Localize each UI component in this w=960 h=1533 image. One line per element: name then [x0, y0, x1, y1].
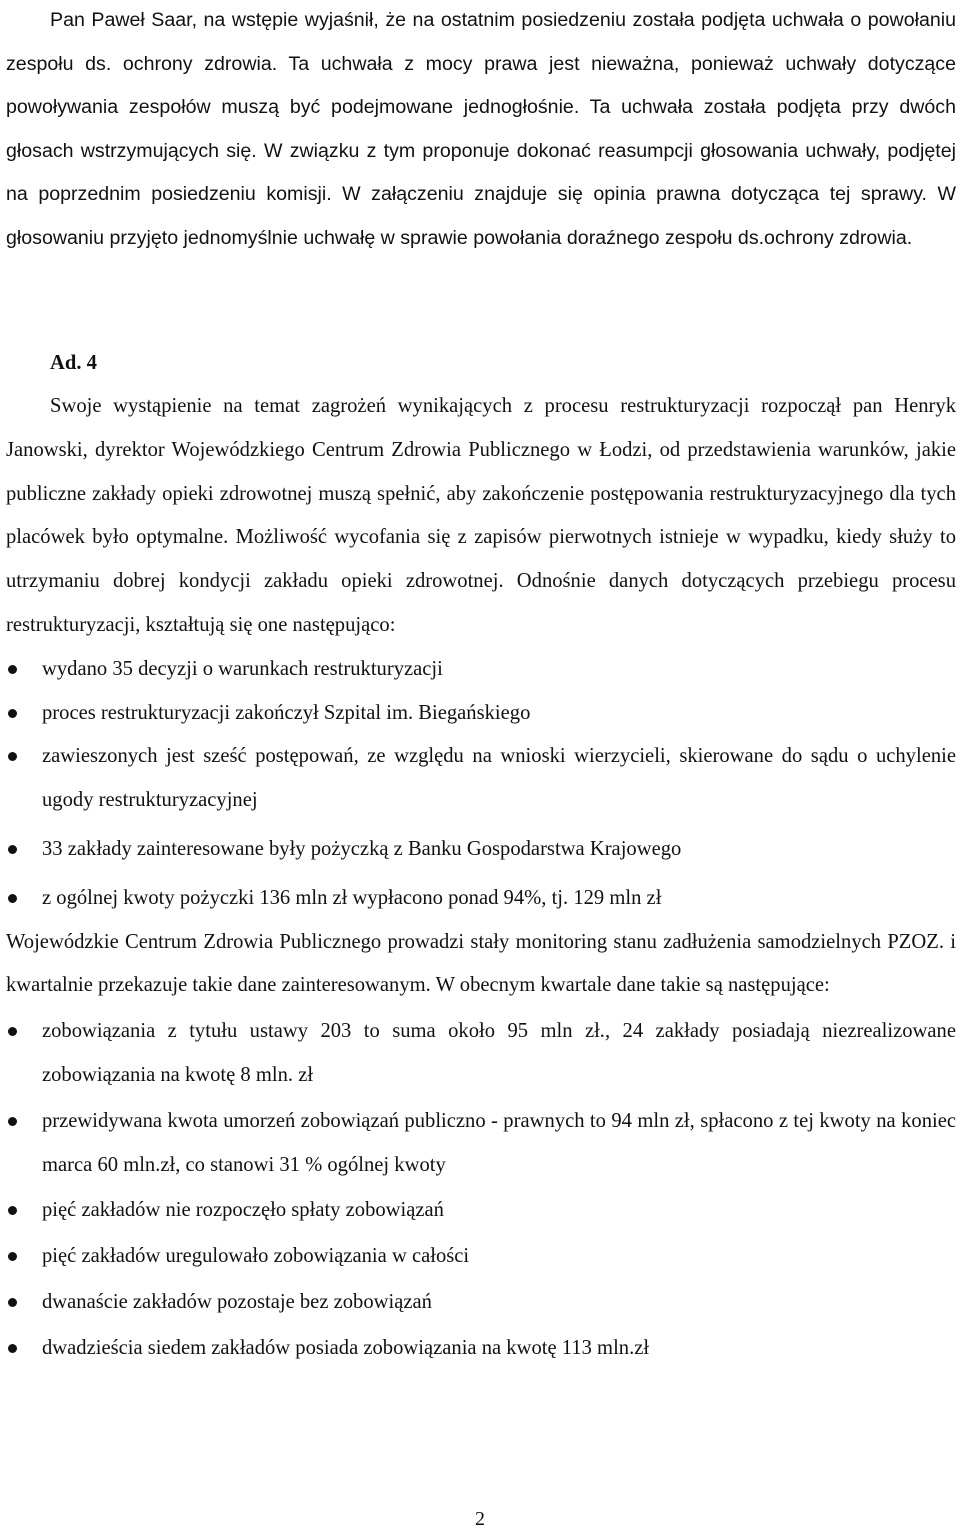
list-item: pięć zakładów nie rozpoczęło spłaty zobowiązań: [6, 1189, 956, 1233]
bullet-icon: [8, 1298, 17, 1307]
list-item: 33 zakłady zainteresowane były pożyczką z Banku Gospodarstwa Krajowego: [6, 828, 956, 872]
bullet-icon: [8, 1117, 17, 1126]
bullet-list-liabilities: [6, 1010, 956, 1370]
bullet-icon: [8, 709, 17, 718]
bullet-icon: [8, 894, 17, 903]
list-item: zawieszonych jest sześć postępowań, ze względu na wnioski wierzycieli, skierowane do sądu o uchylenie ugody restrukturyzacyjnej: [6, 735, 956, 823]
list-item: proces restrukturyzacji zakończył Szpital im. Biegańskiego: [6, 692, 956, 736]
list-item: pięć zakładów uregulowało zobowiązania w całości: [6, 1235, 956, 1279]
list-item: zobowiązania z tytułu ustawy 203 to suma około 95 mln zł., 24 zakłady posiadają niezrealizowane zobowiązania na kwotę 8 mln. zł: [6, 1010, 956, 1098]
list-item: wydano 35 decyzji o warunkach restrukturyzacji: [6, 648, 956, 692]
list-item: dwanaście zakładów pozostaje bez zobowiązań: [6, 1281, 956, 1325]
page-number: 2: [475, 1508, 485, 1530]
list-item: przewidywana kwota umorzeń zobowiązań publiczno - prawnych to 94 mln zł, spłacono z tej kwoty na koniec marca 60 mln.zł, co stanowi 31 % ogólnej kwoty: [6, 1100, 956, 1188]
paragraph-monitoring: Wojewódzkie Centrum Zdrowia Publicznego prowadzi stały monitoring stanu zadłużenia samodzielnych PZOZ. i kwartalnie przekazuje takie dane zainteresowanym. W obecnym kwartale dane takie są następujące:: [6, 930, 956, 997]
bullet-list-restructuring: [6, 648, 956, 921]
bullet-icon: [8, 665, 17, 674]
bullet-icon: [8, 1206, 17, 1215]
bullet-icon: [8, 1344, 17, 1353]
bullet-icon: [8, 1027, 17, 1036]
list-item: z ogólnej kwoty pożyczki 136 mln zł wypłacono ponad 94%, tj. 129 mln zł: [6, 877, 956, 921]
bullet-icon: [8, 845, 17, 854]
section-heading: Ad. 4: [50, 352, 97, 374]
paragraph-restructuring-intro: Swoje wystąpienie na temat zagrożeń wynikających z procesu restrukturyzacji rozpoczął pan Henryk Janowski, dyrektor Wojewódzkiego Centrum Zdrowia Publicznego w Łodzi, od przedstawienia warunków, jakie publiczne zakłady opieki zdrowotnej muszą spełnić, aby zakończenie postępowania restrukturyzacyjnego dla tych placówek było optymalne. Możliwość wycofania się z zapisów pierwotnych istnieje w wypadku, kiedy służy to utrzymaniu dobrej kondycji zakładu opieki zdrowotnej. Odnośnie danych dotyczących przebiegu procesu restrukturyzacji, kształtują się one następująco:: [6, 395, 956, 636]
bullet-icon: [8, 752, 17, 761]
main-body: [6, 385, 956, 1371]
list-item: dwadzieścia siedem zakładów posiada zobowiązania na kwotę 113 mln.zł: [6, 1327, 956, 1371]
bullet-icon: [8, 1252, 17, 1261]
paragraph-resolution: Pan Paweł Saar, na wstępie wyjaśnił, że na ostatnim posiedzeniu została podjęta uchwała o powołaniu zespołu ds. ochrony zdrowia. Ta uchwała z mocy prawa jest nieważna, ponieważ uchwały dotyczące powoływania zespołów muszą być podejmowane jednogłośnie. Ta uchwała została podjęta przy dwóch głosach wstrzymujących się. W związku z tym proponuje dokonać reasumpcji głosowania uchwały, podjętej na poprzednim posiedzeniu komisji. W załączeniu znajduje się opinia prawna dotycząca tej sprawy. W głosowaniu przyjęto jednomyślnie uchwałę w sprawie powołania doraźnego zespołu ds.ochrony zdrowia.: [6, 9, 956, 249]
top-paragraph-block: [6, 0, 956, 261]
